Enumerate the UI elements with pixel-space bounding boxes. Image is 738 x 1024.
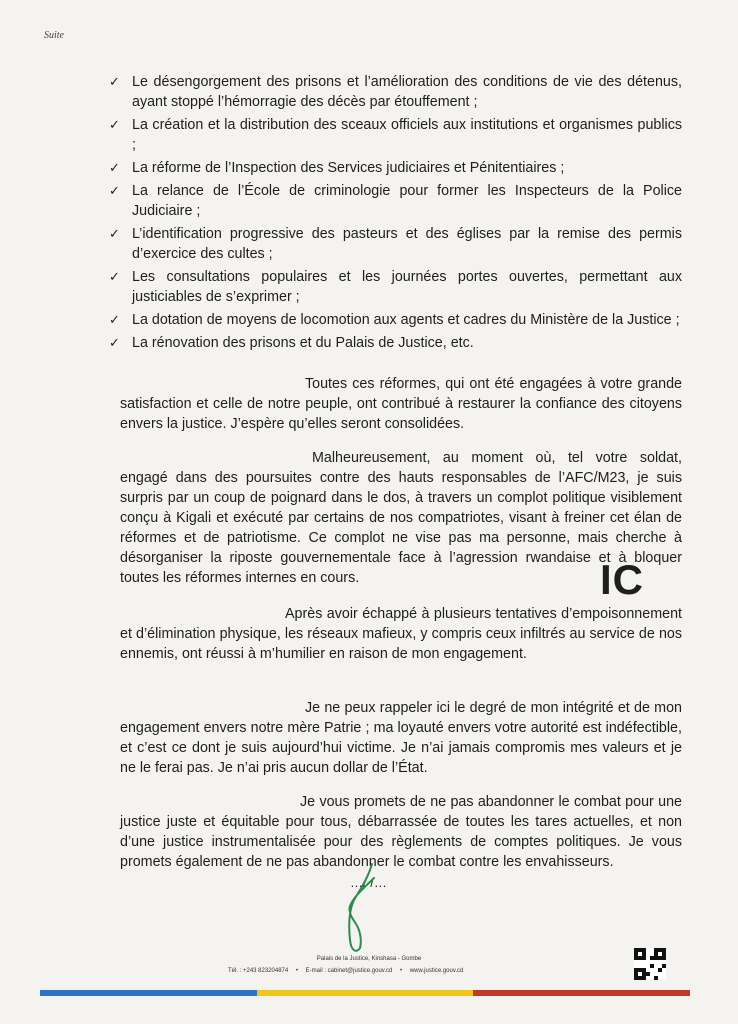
check-icon: ✓ — [109, 183, 120, 198]
list-item: ✓ La dotation de moyens de locomotion aux agents et cadres du Ministère de la Justice ; — [109, 312, 680, 328]
list-item: ✓ Les consultations populaires et les journées portes ouvertes, permettant aux justiciables de s’exprimer ; — [109, 269, 682, 305]
bullet-icon: • — [295, 968, 298, 974]
footer-web: www.justice.gouv.cd — [409, 968, 464, 974]
footer-address: Palais de la Justice, Kinshasa - Gombe — [316, 956, 422, 962]
suite-label: Suite — [44, 30, 64, 41]
check-icon: ✓ — [109, 226, 120, 241]
flag-color-bar — [40, 990, 690, 996]
check-icon: ✓ — [109, 312, 120, 327]
paragraph-integrite: Je ne peux rappeler ici le degré de mon intégrité et de mon engagement envers notre mère Patrie ; ma loyauté envers votre autorité est indéfectible, et c’est ce dont je suis aujourd’hui victime. Je n’ai jamais compromis mes valeurs et je ne le ferai pas. Je n’ai pris aucun dollar de l’État. — [120, 700, 682, 776]
paragraph-complot: Malheureusement, au moment où, tel votre soldat, engagé dans des poursuites contre des hauts responsables de l’AFC/M23, je suis surpris par un coup de poignard dans le dos, à travers un complot politique visiblement conçu à Kigali et exécuté par certains de nos compatriotes, visant à freiner cet élan de réformes et de patriotisme. Ce complot ne vise pas ma personne, mais cherche à désorganiser la riposte gouvernementale face à l’agression rwandaise et à bloquer toutes les réformes internes en cours. — [120, 450, 682, 586]
list-item: ✓ La réforme de l’Inspection des Services judiciaires et Pénitentiaires ; — [109, 160, 565, 176]
flag-blue-segment — [40, 990, 257, 996]
footer-email: E-mail : cabinet@justice.gouv.cd — [305, 968, 393, 974]
list-item: ✓ L’identification progressive des pasteurs et des églises par la remise des permis d’exercice des cultes ; — [109, 226, 682, 262]
bullet-icon: • — [400, 968, 403, 974]
list-item: ✓ La rénovation des prisons et du Palais de Justice, etc. — [109, 335, 474, 351]
handwritten-signature — [334, 860, 394, 960]
list-item: ✓ La création et la distribution des sceaux officiels aux institutions et organismes publics ; — [109, 117, 682, 153]
list-item: ✓ La relance de l’École de criminologie pour former les Inspecteurs de la Police Judiciaire ; — [109, 183, 682, 219]
flag-red-segment — [473, 990, 690, 996]
check-icon: ✓ — [109, 74, 120, 89]
check-icon: ✓ — [109, 335, 120, 350]
check-icon: ✓ — [109, 160, 120, 175]
list-item: ✓ Le désengorgement des prisons et l’amélioration des conditions de vie des détenus, ayant stoppé l’hémorragie des décès par étouffement ; — [109, 74, 682, 110]
reform-list — [107, 72, 682, 356]
qr-code-icon — [634, 948, 666, 980]
flag-yellow-segment — [257, 990, 474, 996]
paragraph-reforms: Toutes ces réformes, qui ont été engagées à votre grande satisfaction et celle de notre peuple, ont contribué à restaurer la confiance des citoyens envers la justice. J’espère qu’elles seront consolidées. — [120, 376, 682, 432]
paragraph-promesse: Je vous promets de ne pas abandonner le combat pour une justice juste et équitable pour tous, débarrassée de toutes les tares actuelles, et non d’une justice instrumentalisée pour des règlements de comptes politiques. Je vous promets également de ne pas abandonner le combat contre les envahisseurs. — [120, 794, 682, 870]
paragraph-tentatives: Après avoir échappé à plusieurs tentatives d’empoisonnement et d’élimination physique, les réseaux mafieux, y compris ceux infiltrés au service de nos ennemis, ont réussi à m’humilier en raison de mon engagement. — [120, 606, 682, 662]
footer-contacts — [228, 968, 469, 974]
check-icon: ✓ — [109, 117, 120, 132]
ic-watermark: IC — [600, 556, 644, 603]
footer-tel: Tél. : +243 823204874 — [228, 968, 289, 974]
check-icon: ✓ — [109, 269, 120, 284]
continuation-mark: …/ /… — [350, 875, 387, 890]
